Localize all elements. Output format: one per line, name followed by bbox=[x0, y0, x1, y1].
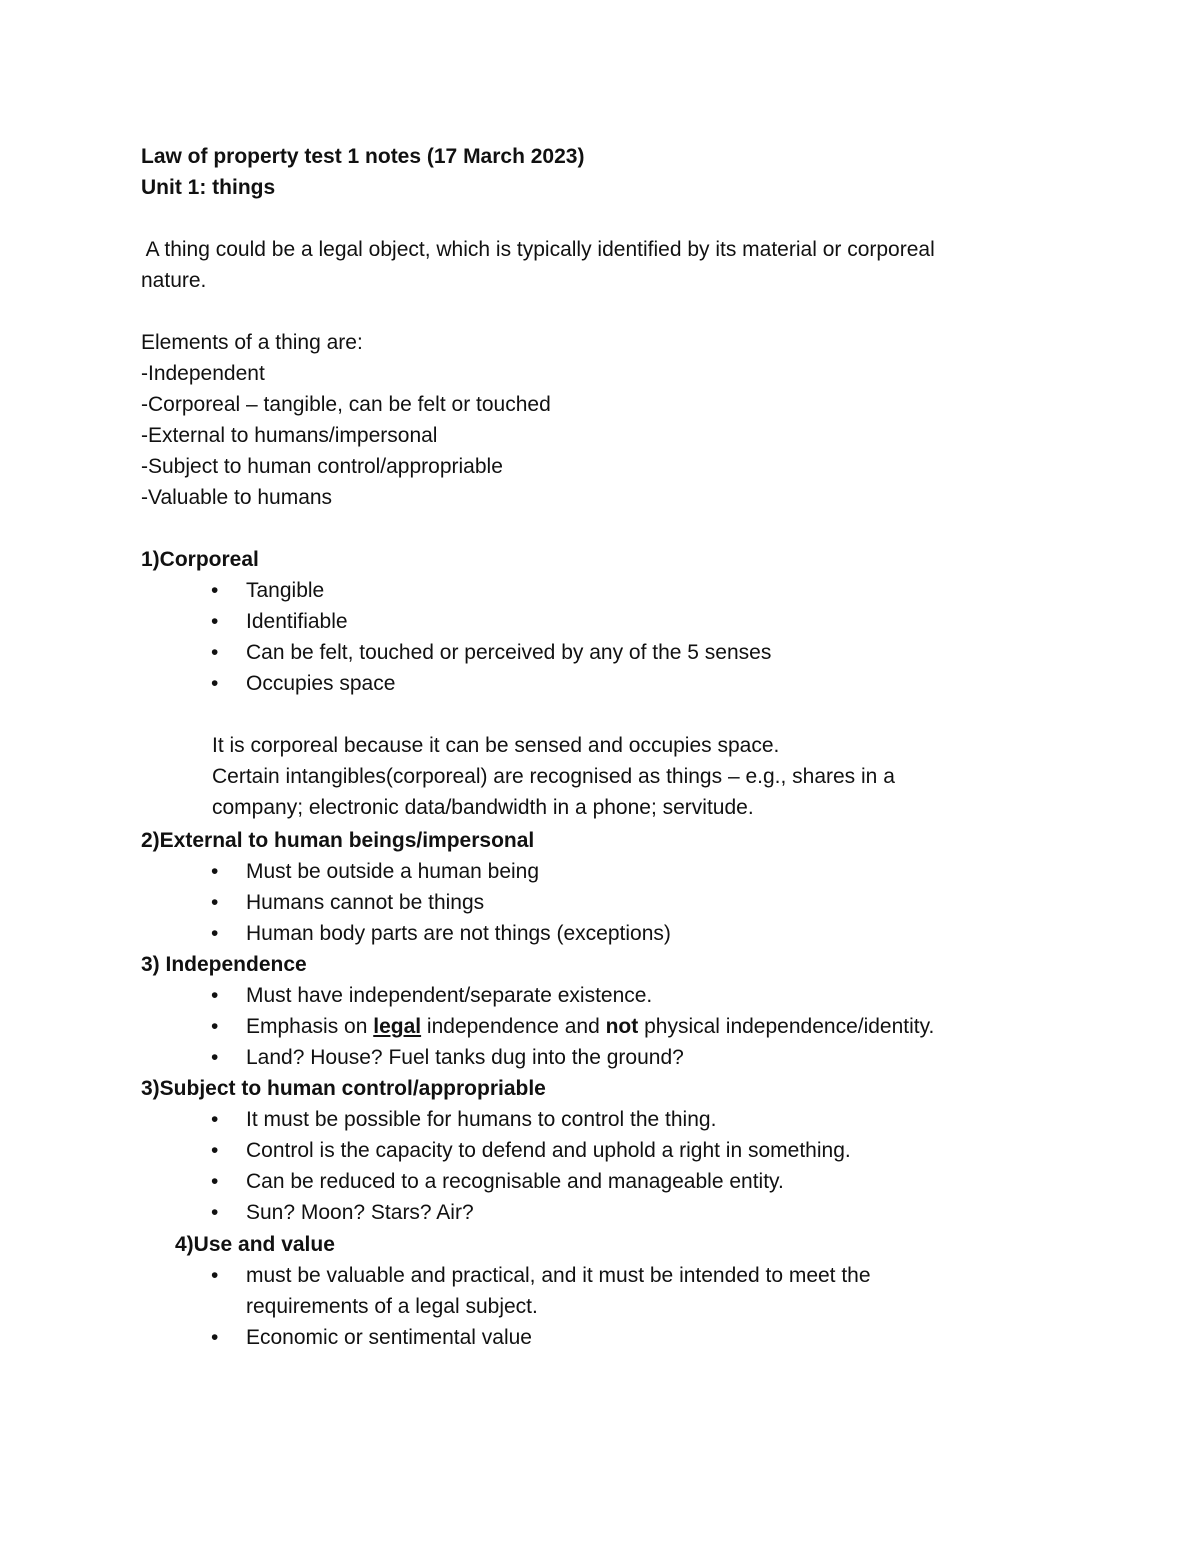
bullet-icon: • bbox=[211, 672, 219, 695]
list-item-text: Sun? Moon? Stars? Air? bbox=[246, 1201, 474, 1224]
bullet-icon: • bbox=[211, 922, 219, 945]
bullet-icon: • bbox=[211, 1108, 219, 1131]
section-heading-independence: 3) Independence bbox=[141, 953, 307, 976]
section-heading-control: 3)Subject to human control/appropriable bbox=[141, 1077, 546, 1100]
list-item-text: Human body parts are not things (exceptions) bbox=[246, 922, 671, 945]
corporeal-paragraph-2-line-2: company; electronic data/bandwidth in a phone; servitude. bbox=[212, 796, 754, 819]
emphasis-legal: legal bbox=[373, 1015, 422, 1038]
list-item-text: Can be reduced to a recognisable and manageable entity. bbox=[246, 1170, 784, 1193]
list-item-text: It must be possible for humans to control the thing. bbox=[246, 1108, 717, 1131]
list-item-continuation: requirements of a legal subject. bbox=[246, 1295, 538, 1318]
section-heading-corporeal: 1)Corporeal bbox=[141, 548, 259, 571]
intro-line-1: A thing could be a legal object, which is typically identified by its material or corporeal bbox=[141, 238, 935, 261]
elements-heading: Elements of a thing are: bbox=[141, 331, 363, 354]
list-item-text: Humans cannot be things bbox=[246, 891, 485, 914]
bullet-icon: • bbox=[211, 1326, 219, 1349]
bullet-icon: • bbox=[211, 891, 219, 914]
bullet-icon: • bbox=[211, 579, 219, 602]
list-item-text: Occupies space bbox=[246, 672, 396, 695]
document-title: Law of property test 1 notes (17 March 2023) bbox=[141, 145, 585, 168]
list-item-text: Must be outside a human being bbox=[246, 860, 540, 883]
emphasis-suffix: physical independence/identity. bbox=[638, 1015, 935, 1038]
section-heading-external: 2)External to human beings/impersonal bbox=[141, 829, 535, 852]
element-item: -Corporeal – tangible, can be felt or touched bbox=[141, 393, 551, 416]
corporeal-paragraph-1: It is corporeal because it can be sensed and occupies space. bbox=[212, 734, 780, 757]
bullet-icon: • bbox=[211, 1015, 219, 1038]
bullet-icon: • bbox=[211, 1046, 219, 1069]
bullet-icon: • bbox=[211, 1139, 219, 1162]
list-item-text: Identifiable bbox=[246, 610, 348, 633]
element-item: -Subject to human control/appropriable bbox=[141, 455, 503, 478]
bullet-icon: • bbox=[211, 1264, 219, 1287]
element-item: -Valuable to humans bbox=[141, 486, 333, 509]
bullet-icon: • bbox=[211, 641, 219, 664]
bullet-icon: • bbox=[211, 984, 219, 1007]
bullet-icon: • bbox=[211, 1201, 219, 1224]
list-item-text: Tangible bbox=[246, 579, 325, 602]
list-item-text: Land? House? Fuel tanks dug into the ground? bbox=[246, 1046, 684, 1069]
bullet-icon: • bbox=[211, 610, 219, 633]
emphasis-not: not bbox=[605, 1015, 639, 1038]
list-item-text: Can be felt, touched or perceived by any of the 5 senses bbox=[246, 641, 772, 664]
emphasis-prefix: Emphasis on bbox=[246, 1015, 374, 1038]
list-item-text: must be valuable and practical, and it must be intended to meet the bbox=[246, 1264, 871, 1287]
unit-heading: Unit 1: things bbox=[141, 176, 276, 199]
list-item-text bbox=[246, 1011, 934, 1042]
corporeal-paragraph-2-line-1: Certain intangibles(corporeal) are recognised as things – e.g., shares in a bbox=[212, 765, 895, 788]
emphasis-middle: independence and bbox=[421, 1015, 606, 1038]
element-item: -External to humans/impersonal bbox=[141, 424, 438, 447]
bullet-icon: • bbox=[211, 860, 219, 883]
section-heading-use-value: 4)Use and value bbox=[175, 1233, 335, 1256]
list-item-text: Must have independent/separate existence. bbox=[246, 984, 653, 1007]
list-item-text: Economic or sentimental value bbox=[246, 1326, 532, 1349]
element-item: -Independent bbox=[141, 362, 265, 385]
bullet-icon: • bbox=[211, 1170, 219, 1193]
intro-line-2: nature. bbox=[141, 269, 207, 292]
list-item-text: Control is the capacity to defend and uphold a right in something. bbox=[246, 1139, 851, 1162]
